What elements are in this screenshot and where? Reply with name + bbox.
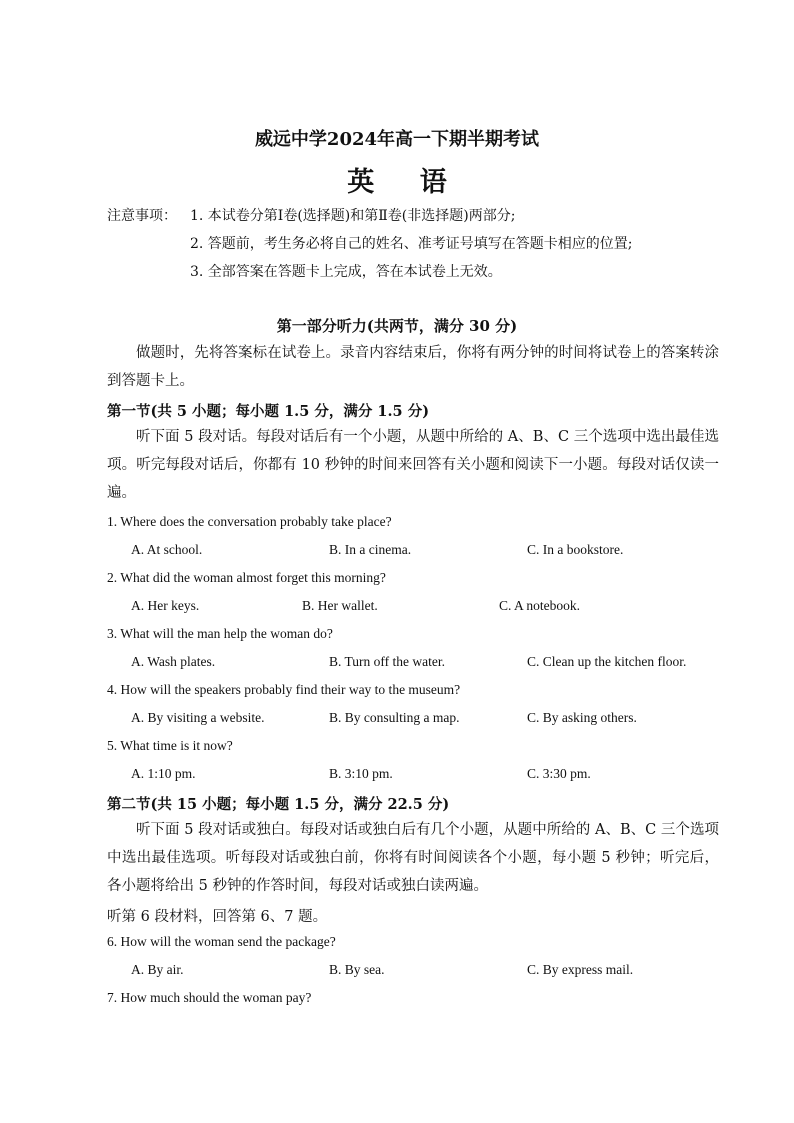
question-3-option-c: C. Clean up the kitchen floor. [527, 654, 687, 669]
section1-title: 第一节(共 5 小题；每小题 1.5 分，满分 1.5 分) [107, 403, 430, 420]
question-6-option-c: C. By express mail. [527, 962, 634, 977]
question-2-option-b: B. Her wallet. [302, 598, 378, 613]
question-1-option-a: A. At school. [131, 542, 203, 557]
part1-title: 第一部分听力(共两节，满分 30 分) [276, 317, 518, 335]
notice-label: 注意事项： [107, 208, 177, 224]
notice-item-2: 2. 答题前，考生务必将自己的姓名、准考证号填写在答题卡相应的位置; [190, 236, 633, 252]
question-5-option-a: A. 1:10 pm. [131, 766, 196, 781]
question-7-stem: 7. How much should the woman pay? [107, 990, 312, 1005]
subject-title: 英 语 [347, 167, 465, 198]
question-4-option-b: B. By consulting a map. [329, 710, 460, 725]
question-6-stem: 6. How will the woman send the package? [107, 934, 336, 949]
question-5-option-b: B. 3:10 pm. [329, 766, 393, 781]
notice-item-3: 3. 全部答案在答题卡上完成，答在本试卷上无效。 [190, 264, 502, 280]
question-1-option-b: B. In a cinema. [329, 542, 412, 557]
notice-item-1: 1. 本试卷分第Ⅰ卷(选择题)和第Ⅱ卷(非选择题)两部分; [190, 208, 516, 224]
question-3-option-a: A. Wash plates. [131, 654, 216, 669]
question-6-option-b: B. By sea. [329, 962, 385, 977]
part1-intro: 做题时，先将答案标在试卷上。录音内容结束后，你将有两分钟的时间将试卷上的答案转涂到答题卡上。 [107, 345, 719, 389]
exam-title: 威远中学2024年高一下期半期考试 [254, 129, 540, 150]
question-2-option-a: A. Her keys. [131, 598, 200, 613]
question-4-option-c: C. By asking others. [527, 710, 637, 725]
question-1-option-c: C. In a bookstore. [527, 542, 624, 557]
question-1-stem: 1. Where does the conversation probably take place? [107, 514, 392, 529]
question-2-stem: 2. What did the woman almost forget this morning? [107, 570, 386, 585]
section2-intro: 听下面 5 段对话或独白。每段对话或独白后有几个小题，从题中所给的 A、B、C 三个选项中选出最佳选项。听每段对话或独白前，你将有时间阅读各个小题，每小题 5 秒钟；听完后，各小题将给出 5 秒钟的作答时间，每段对话或独白读两遍。 [107, 822, 719, 894]
material-6-instruction: 听第 6 段材料，回答第 6、7 题。 [107, 909, 328, 925]
section1-intro: 听下面 5 段对话。每段对话后有一个小题，从题中所给的 A、B、C 三个选项中选出最佳选项。听完每段对话后，你都有 10 秒钟的时间来回答有关小题和阅读下一小题。每段对话仅读一遍。 [107, 429, 719, 501]
question-5-stem: 5. What time is it now? [107, 738, 233, 753]
question-2-option-c: C. A notebook. [499, 598, 581, 613]
question-4-option-a: A. By visiting a website. [131, 710, 265, 725]
section2-title: 第二节(共 15 小题；每小题 1.5 分，满分 22.5 分) [107, 796, 450, 813]
question-3-stem: 3. What will the man help the woman do? [107, 626, 333, 641]
question-5-option-c: C. 3:30 pm. [527, 766, 591, 781]
question-6-option-a: A. By air. [131, 962, 184, 977]
question-3-option-b: B. Turn off the water. [329, 654, 446, 669]
question-4-stem: 4. How will the speakers probably find their way to the museum? [107, 682, 461, 697]
